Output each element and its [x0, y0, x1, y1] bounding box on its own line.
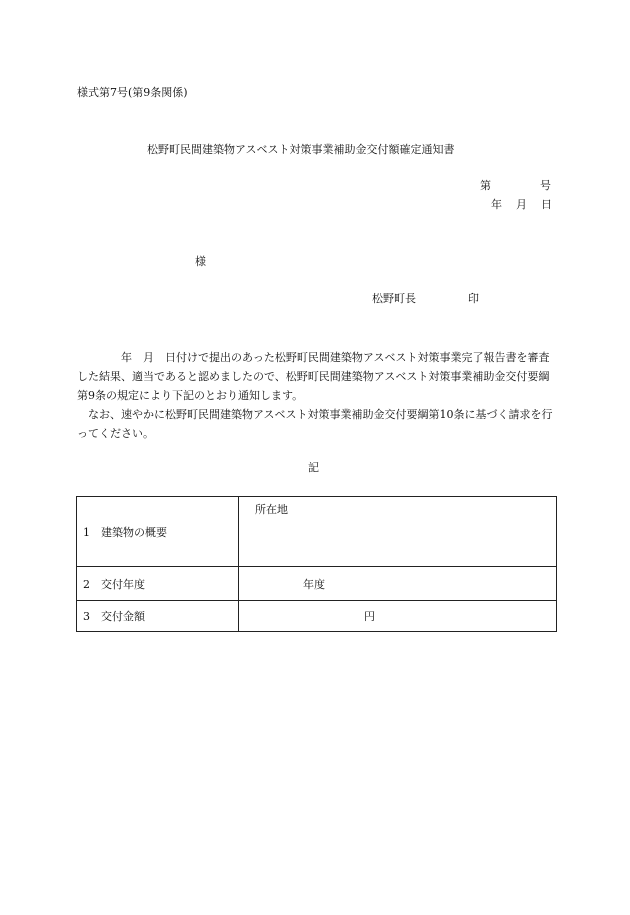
sender-title: 松野町長 [372, 292, 416, 305]
table-row [77, 567, 557, 601]
seal-mark: 印 [468, 292, 479, 305]
notice-body [77, 348, 557, 443]
row-number: 1 [83, 525, 90, 539]
row-number: 2 [83, 577, 90, 591]
location-cell [239, 497, 557, 567]
row-label: 建築物の概要 [101, 525, 167, 539]
document-title: 松野町民間建築物アスベスト対策事業補助金交付額確定通知書 [147, 143, 455, 156]
date-day-label: 日 [541, 198, 552, 211]
notice-paragraph-2: なお、速やかに松野町民間建築物アスベスト対策事業補助金交付要綱第10条に基づく請求を行ってください。 [77, 408, 553, 440]
issue-date [491, 199, 552, 210]
location-label: 所在地 [255, 503, 288, 516]
row-label-cell [77, 497, 239, 567]
document-number-label: 第 [480, 179, 491, 192]
ki-heading: 記 [308, 461, 319, 474]
fiscal-year-unit: 年度 [303, 577, 325, 591]
row-label: 交付年度 [101, 577, 145, 591]
addressee-honorific: 様 [195, 255, 206, 268]
fiscal-year-cell [239, 567, 557, 601]
row-number: 3 [83, 610, 90, 623]
row-label-cell [77, 567, 239, 601]
table-row [77, 601, 557, 632]
row-label-cell [77, 601, 239, 632]
row-label: 交付金額 [101, 610, 145, 623]
amount-unit: 円 [364, 610, 375, 623]
details-table [76, 496, 557, 632]
date-month-label: 月 [516, 198, 527, 211]
date-year-label: 年 [491, 198, 502, 211]
table-row [77, 497, 557, 567]
document-number-suffix: 号 [540, 179, 551, 192]
amount-cell [239, 601, 557, 632]
notice-paragraph-1: 年 月 日付けで提出のあった松野町民間建築物アスベスト対策事業完了報告書を審査した結果、適当であると認めましたので、松野町民間建築物アスベスト対策事業補助金交付要綱第9条の規定により下記のとおり通知します。 [77, 351, 550, 402]
form-number: 様式第7号(第9条関係) [77, 86, 188, 99]
